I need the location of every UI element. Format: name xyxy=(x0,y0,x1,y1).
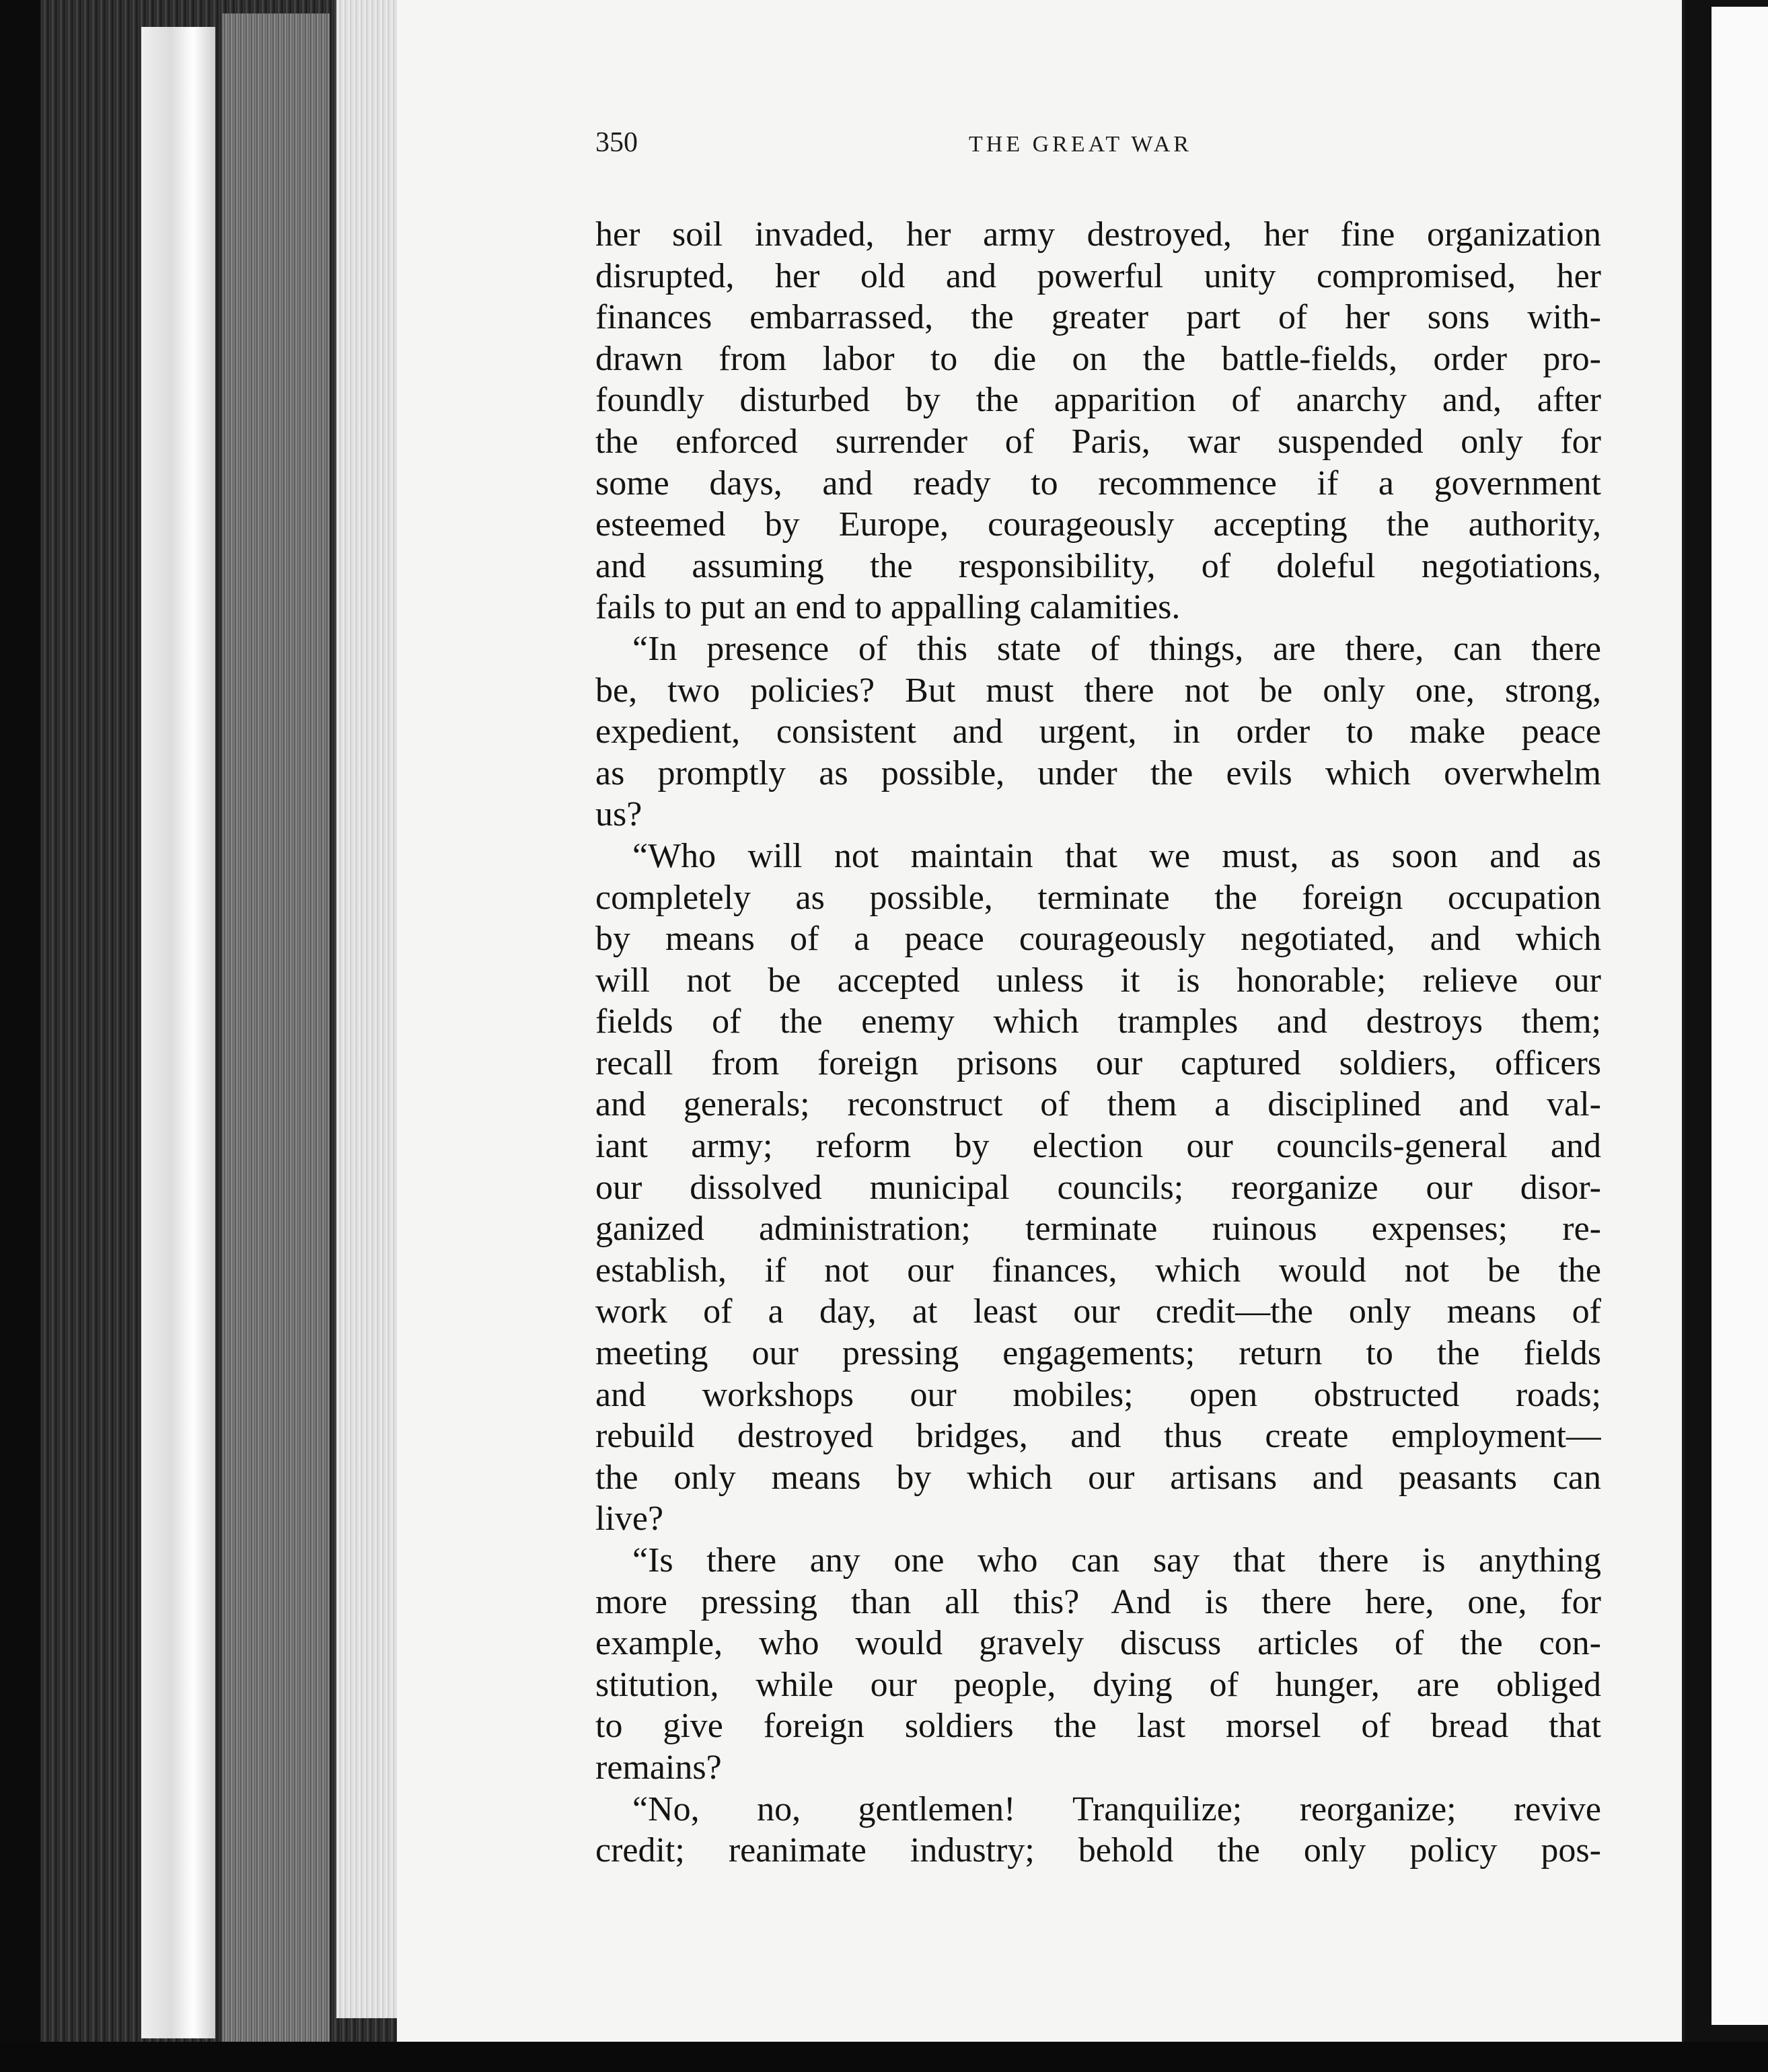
page-stack xyxy=(222,13,330,2045)
page-edge-strip xyxy=(141,27,215,2038)
text-line: credit; reanimate industry; behold the only policy pos- xyxy=(595,1831,1601,1870)
text-line: “In presence of this state of things, are there, can there xyxy=(632,629,1601,668)
text-line: as promptly as possible, under the evils which overwhelm xyxy=(595,753,1601,792)
text-line: more pressing than all this? And is there here, one, for xyxy=(595,1582,1601,1621)
scan-bottom-border xyxy=(0,2042,1768,2072)
text-line: by means of a peace courageously negotiated, and which xyxy=(595,920,1601,959)
text-line: rebuild destroyed bridges, and thus create employment— xyxy=(595,1417,1601,1456)
text-line: and assuming the responsibility, of doleful negotiations, xyxy=(595,546,1601,585)
text-line: our dissolved municipal councils; reorganize our disor- xyxy=(595,1168,1601,1207)
text-line: ganized administration; terminate ruinous expenses; re- xyxy=(595,1210,1601,1249)
text-line: will not be accepted unless it is honorable; relieve our xyxy=(595,961,1601,1000)
text-line: completely as possible, terminate the foreign occupation xyxy=(595,878,1601,917)
text-line: example, who would gravely discuss articles of the con- xyxy=(595,1624,1601,1663)
book-page-edges xyxy=(40,0,417,2072)
text-line: “Is there any one who can say that there is anything xyxy=(632,1541,1601,1580)
text-line: fields of the enemy which tramples and destroys them; xyxy=(595,1002,1601,1041)
text-line: us? xyxy=(595,795,642,834)
body-text xyxy=(595,214,1601,1872)
text-line: be, two policies? But must there not be only one, strong, xyxy=(595,671,1601,710)
text-line: disrupted, her old and powerful unity compromised, her xyxy=(595,256,1601,295)
facing-page-edge xyxy=(1685,0,1768,2072)
text-line: iant army; reform by election our councils-general and xyxy=(595,1127,1601,1166)
text-line: foundly disturbed by the apparition of anarchy and, after xyxy=(595,381,1601,420)
text-line: and generals; reconstruct of them a disciplined and val- xyxy=(595,1085,1601,1124)
page-header xyxy=(595,126,1605,167)
text-line: recall from foreign prisons our captured soldiers, officers xyxy=(595,1043,1601,1082)
text-line: remains? xyxy=(595,1748,722,1787)
text-line: drawn from labor to die on the battle-fields, order pro- xyxy=(595,339,1601,378)
facing-page-sliver xyxy=(1711,7,1768,2025)
running-head: THE GREAT WAR xyxy=(969,132,1192,157)
text-line: esteemed by Europe, courageously accepting the authority, xyxy=(595,505,1601,544)
text-line: and workshops our mobiles; open obstructed roads; xyxy=(595,1375,1601,1414)
text-line: work of a day, at least our credit—the only means of xyxy=(595,1292,1601,1331)
text-line: some days, and ready to recommence if a government xyxy=(595,464,1601,503)
text-line: “Who will not maintain that we must, as soon and as xyxy=(632,836,1601,875)
page-number: 350 xyxy=(595,127,638,158)
text-line: establish, if not our finances, which would not be the xyxy=(595,1251,1601,1290)
text-line: live? xyxy=(595,1500,664,1539)
text-line: meeting our pressing engagements; return to the fields xyxy=(595,1334,1601,1373)
text-line: stitution, while our people, dying of hunger, are obliged xyxy=(595,1665,1601,1704)
text-line: the enforced surrender of Paris, war suspended only for xyxy=(595,422,1601,461)
text-line: fails to put an end to appalling calamities. xyxy=(595,588,1181,627)
text-line: her soil invaded, her army destroyed, her fine organization xyxy=(595,215,1601,254)
text-line: finances embarrassed, the greater part of her sons with- xyxy=(595,298,1601,337)
text-line: to give foreign soldiers the last morsel of bread that xyxy=(595,1707,1601,1746)
text-line: “No, no, gentlemen! Tranquilize; reorganize; revive xyxy=(632,1789,1601,1828)
text-line: expedient, consistent and urgent, in order to make peace xyxy=(595,712,1601,751)
text-line: the only means by which our artisans and peasants can xyxy=(595,1458,1601,1497)
